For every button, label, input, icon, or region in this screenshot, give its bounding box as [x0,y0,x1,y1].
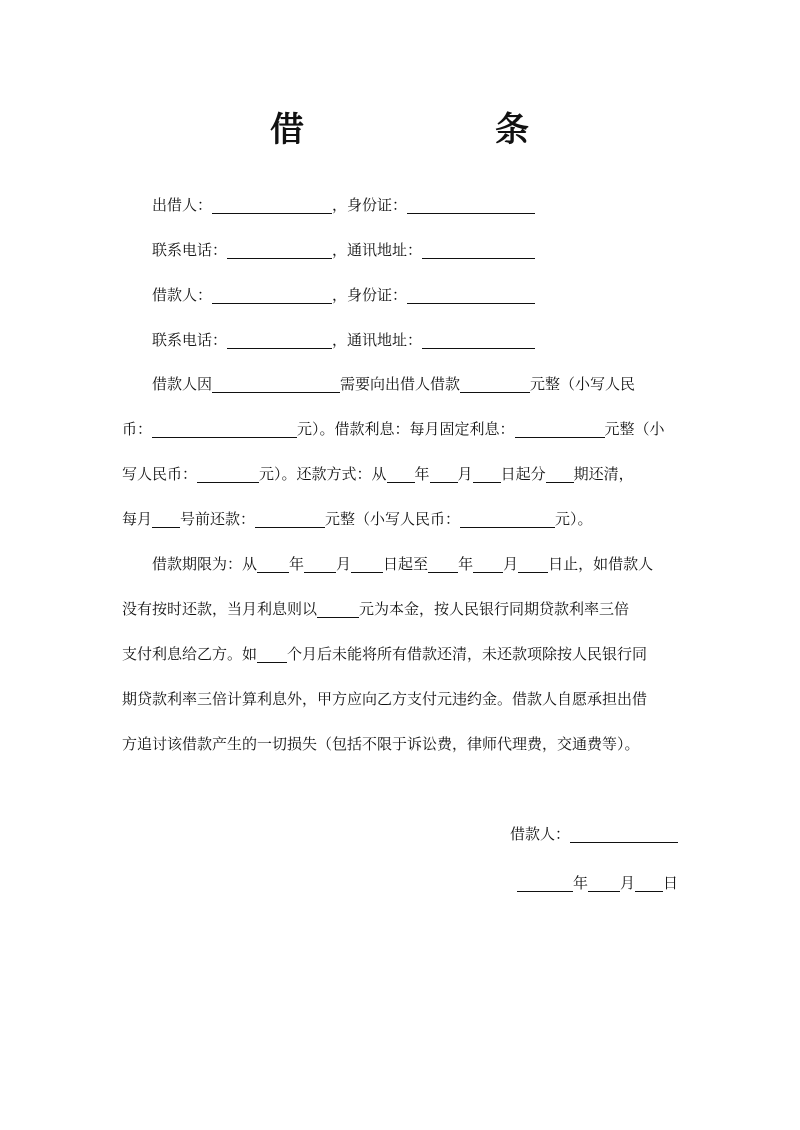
date-month-label: 月 [619,874,635,892]
borrower-id-label: ，身份证： [332,286,408,304]
term-end-month-blank[interactable] [473,555,503,573]
p1-text: 元整（小写人民 [530,375,636,393]
p1-text: 币： [122,420,153,438]
signature-line [510,823,678,845]
lender-phone-blank[interactable] [227,241,332,259]
lender-contact-line [152,239,712,261]
borrower-contact-line [152,329,712,351]
repay-start-month-blank[interactable] [430,465,458,483]
lender-label: 出借人： [152,196,213,214]
p1-line-2 [122,418,682,440]
p1-text: 年 [414,465,430,483]
term-start-month-blank[interactable] [304,555,336,573]
lender-line [152,194,712,216]
term-end-day-blank[interactable] [518,555,548,573]
lender-phone-label: 联系电话： [152,241,228,259]
principal-blank[interactable] [317,600,359,618]
date-day-label: 日 [662,874,678,892]
p1-text: 每月 [122,510,153,528]
p1-text: 日起分 [500,465,546,483]
p2-text: 支付利息给乙方。如 [122,645,258,663]
borrower-address-label: ，通讯地址： [332,331,423,349]
due-day-blank[interactable] [152,510,180,528]
p2-text: 个月后未能将所有借款还清，未还款项除按人民银行同 [287,645,648,663]
amount-numeric-blank[interactable] [152,420,297,438]
installment-amount-blank[interactable] [255,510,325,528]
date-day-blank[interactable] [635,874,663,892]
p2-text: 元为本金，按人民银行同期贷款利率三倍 [359,600,630,618]
term-start-year-blank[interactable] [257,555,289,573]
p2-line-2 [122,598,682,620]
p1-text: 写人民币： [122,465,198,483]
lender-address-blank[interactable] [422,241,535,259]
p1-line-4 [122,508,682,530]
p1-text: 月 [457,465,473,483]
installments-blank[interactable] [546,465,574,483]
p2-text: 借款期限为：从 [152,555,258,573]
date-year-blank[interactable] [517,874,573,892]
borrower-name-blank[interactable] [212,286,332,304]
p1-text: 元）。借款利息：每月固定利息： [297,420,515,438]
p2-line-3 [122,643,682,665]
interest-numeric-blank[interactable] [197,465,259,483]
p1-line-1 [152,373,712,395]
p2-text: 月 [336,555,352,573]
p1-line-3 [122,463,682,485]
repay-start-year-blank[interactable] [387,465,415,483]
lender-name-blank[interactable] [212,196,332,214]
date-month-blank[interactable] [588,874,620,892]
p1-text: 元）。还款方式：从 [259,465,387,483]
p2-text: 年 [289,555,305,573]
borrower-line [152,284,712,306]
monthly-interest-blank[interactable] [515,420,605,438]
p2-line-5: 方追讨该借款产生的一切损失（包括不限于诉讼费，律师代理费，交通费等）。 [122,735,640,753]
title-char-1: 借 [270,110,304,150]
installment-numeric-blank[interactable] [460,510,555,528]
date-year-label: 年 [572,874,588,892]
borrower-address-blank[interactable] [422,331,535,349]
borrower-label: 借款人： [152,286,213,304]
borrower-phone-blank[interactable] [227,331,332,349]
amount-blank[interactable] [460,375,530,393]
p2-text: 日起至 [383,555,429,573]
p1-text: 借款人因 [152,375,213,393]
p1-text: 期还清， [573,465,634,483]
p2-text: 月 [503,555,519,573]
term-end-year-blank[interactable] [428,555,458,573]
p1-text: 元整（小 [604,420,665,438]
p1-text: 号前还款： [180,510,256,528]
lender-id-label: ，身份证： [332,196,408,214]
p2-text: 年 [458,555,474,573]
p1-text: 元）。 [555,510,593,528]
term-start-day-blank[interactable] [351,555,383,573]
p2-text: 没有按时还款，当月利息则以 [122,600,318,618]
months-blank[interactable] [257,645,287,663]
borrower-id-blank[interactable] [407,286,535,304]
p2-line-1 [152,553,712,575]
reason-blank[interactable] [212,375,340,393]
p1-text: 需要向出借人借款 [340,375,461,393]
p2-text: 日止，如借款人 [548,555,654,573]
borrower-phone-label: 联系电话： [152,331,228,349]
lender-address-label: ，通讯地址： [332,241,423,259]
date-line [517,872,678,894]
lender-id-blank[interactable] [407,196,535,214]
signature-blank[interactable] [570,825,678,843]
p1-text: 元整（小写人民币： [325,510,461,528]
repay-start-day-blank[interactable] [473,465,501,483]
signature-label: 借款人： [509,825,570,843]
title-char-2: 条 [495,110,529,150]
p2-line-4: 期贷款利率三倍计算利息外，甲方应向乙方支付元违约金。借款人自愿承担出借 [122,690,648,708]
